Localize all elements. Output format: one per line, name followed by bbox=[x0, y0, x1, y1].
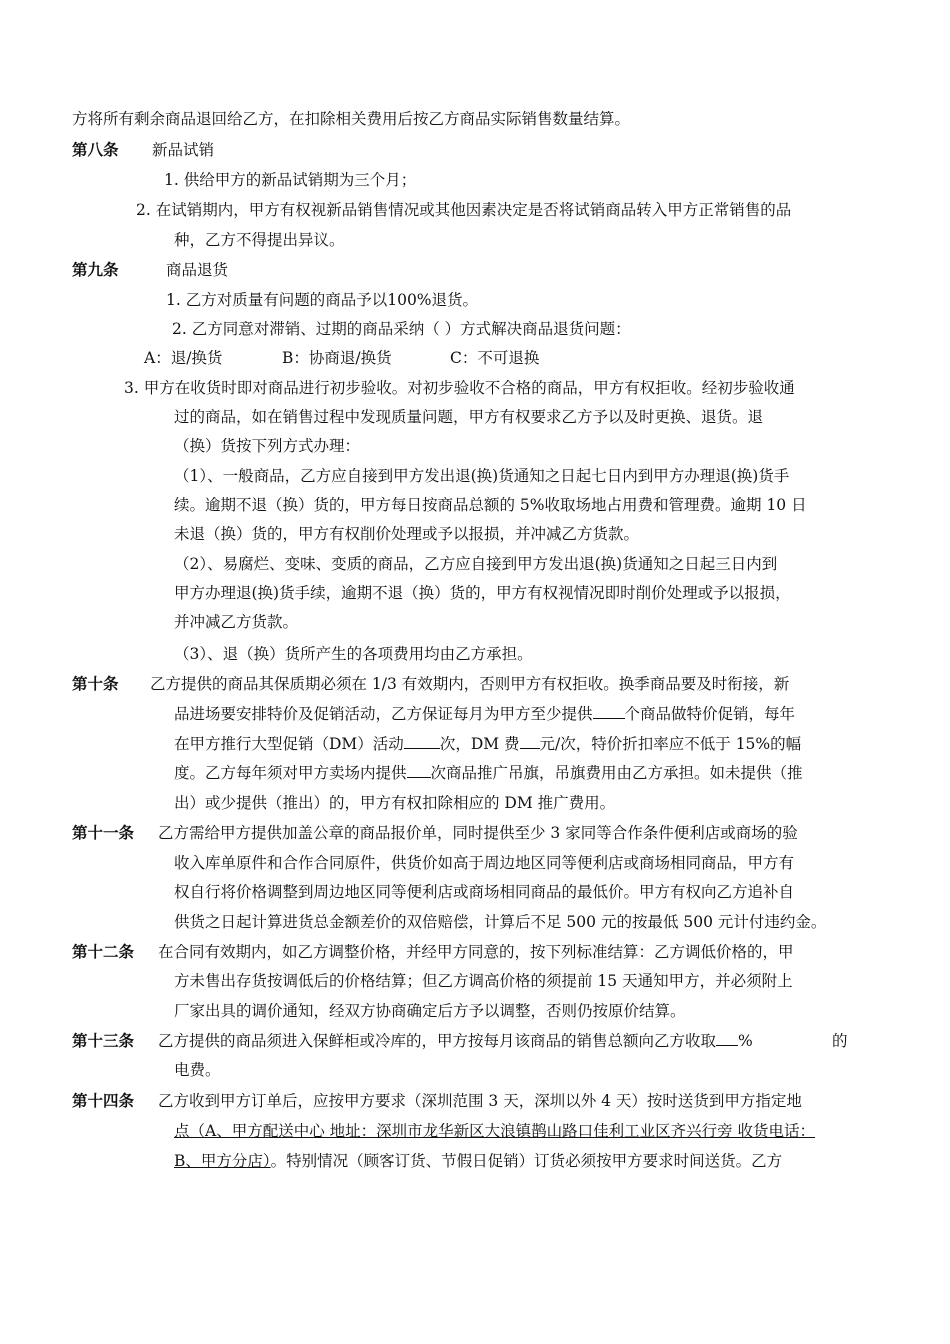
article-10-line-2b: 个商品做特价促销，每年 bbox=[624, 705, 796, 723]
article-12-line-3: 厂家出具的调价通知，经双方协商确定后方予以调整，否则仍按原价结算。 bbox=[174, 1002, 686, 1020]
blank-field bbox=[404, 733, 440, 749]
sub-1-line-2: 续。逾期不退（换）货的，甲方每日按商品总额的 5%收取场地占用费和管理费。逾期 10 日 bbox=[174, 496, 807, 514]
article-14-heading: 第十四条 bbox=[72, 1091, 135, 1110]
sub-1-line-1: （1）、一般商品，乙方应自接到甲方发出退(换)货通知之日起七日内到甲方办理退(换)货手 bbox=[174, 467, 790, 485]
article-8-heading: 第八条 bbox=[72, 140, 119, 159]
delivery-branch-text: B、甲方分店） bbox=[174, 1152, 271, 1170]
article-12-heading: 第十二条 bbox=[72, 942, 135, 961]
sub-3-line: （3）、退（换）货所产生的各项费用均由乙方承担。 bbox=[174, 645, 533, 663]
article-9-item-2: 2. 乙方同意对滞销、过期的商品采纳（ ）方式解决商品退货问题： bbox=[172, 320, 631, 338]
article-13-line-1 bbox=[158, 1030, 753, 1052]
blank-field bbox=[520, 733, 540, 749]
option-b: B：协商退/换货 bbox=[282, 349, 392, 367]
sub-2-line-2: 甲方办理退(换)货手续，逾期不退（换）货的，甲方有权视情况即时削价处理或予以报损， bbox=[174, 584, 791, 602]
article-13-line-2: 电费。 bbox=[174, 1061, 221, 1079]
article-9-item-3-line-2: 过的商品，如在销售过程中发现质量问题，甲方有权要求乙方予以及时更换、退货。退 bbox=[174, 408, 764, 426]
article-13-line-1-end: 的 bbox=[832, 1032, 848, 1050]
article-9-item-1: 1. 乙方对质量有问题的商品予以100%退货。 bbox=[166, 291, 479, 309]
sub-2-line-1: （2）、易腐烂、变味、变质的商品，乙方应自接到甲方发出退(换)货通知之日起三日内到 bbox=[174, 555, 778, 573]
article-9-item-3-line-1: 3. 甲方在收货时即对商品进行初步验收。对初步验收不合格的商品，甲方有权拒收。经初步验收通 bbox=[124, 379, 795, 397]
article-14-line-3b: 。特别情况（顾客订货、节假日促销）订货必须按甲方要求时间送货。乙方 bbox=[270, 1152, 783, 1170]
article-9-item-3-line-3: （换）货按下列方式办理： bbox=[174, 437, 361, 455]
article-11-line-2: 收入库单原件和合作合同原件，供货价如高于周边地区同等便利店或商场相同商品，甲方有 bbox=[174, 854, 795, 872]
article-10-line-3 bbox=[174, 733, 801, 755]
intro-line: 方将所有剩余商品退回给乙方，在扣除相关费用后按乙方商品实际销售数量结算。 bbox=[72, 110, 631, 128]
article-10-line-4 bbox=[174, 762, 803, 784]
article-10-line-2 bbox=[174, 703, 795, 725]
article-10-line-4a: 度。乙方每年须对甲方卖场内提供 bbox=[174, 764, 407, 782]
article-10-line-4b: 次商品推广吊旗，吊旗费用由乙方承担。如未提供（推 bbox=[430, 764, 803, 782]
blank-field bbox=[593, 703, 625, 719]
sub-1-line-3: 未退（换）货的，甲方有权削价处理或予以报损，并冲减乙方货款。 bbox=[174, 525, 640, 543]
article-10-line-5: 出）或少提供（推出）的，甲方有权扣除相应的 DM 推广费用。 bbox=[174, 794, 616, 812]
article-13-heading: 第十三条 bbox=[72, 1031, 135, 1050]
article-11-line-3: 权自行将价格调整到周边地区同等便利店或商场相同商品的最低价。甲方有权向乙方追补自 bbox=[174, 883, 795, 901]
article-8-title: 新品试销 bbox=[152, 141, 215, 159]
article-10-line-3b: 次，DM 费 bbox=[439, 735, 520, 753]
option-c: C：不可退换 bbox=[450, 349, 540, 367]
article-8-item-2-line-2: 种，乙方不得提出异议。 bbox=[174, 231, 345, 249]
blank-field bbox=[407, 762, 431, 778]
article-10-line-3a: 在甲方推行大型促销（DM）活动 bbox=[174, 735, 404, 753]
article-14-line-1: 乙方收到甲方订单后，应按甲方要求（深圳范围 3 天，深圳以外 4 天）按时送货到甲方指定地 bbox=[158, 1092, 802, 1110]
article-13-line-1a: 乙方提供的商品须进入保鲜柜或冷库的，甲方按每月该商品的销售总额向乙方收取 bbox=[158, 1032, 717, 1050]
article-9-heading: 第九条 bbox=[72, 260, 119, 279]
article-12-line-2: 方未售出存货按调低后的价格结算；但乙方调高价格的须提前 15 天通知甲方，并必须附上 bbox=[174, 972, 793, 990]
article-11-line-1: 乙方需给甲方提供加盖公章的商品报价单，同时提供至少 3 家同等合作条件便利店或商场的验 bbox=[158, 824, 798, 842]
article-14-line-2: 点（A、甲方配送中心 地址：深圳市龙华新区大浪镇鹊山路口佳利工业区齐兴行旁 收货电话： bbox=[174, 1122, 816, 1140]
article-12-line-1: 在合同有效期内，如乙方调整价格，并经甲方同意的，按下列标准结算：乙方调低价格的，甲 bbox=[158, 943, 794, 961]
article-11-heading: 第十一条 bbox=[72, 823, 135, 842]
option-a: A：退/换货 bbox=[144, 349, 223, 367]
blank-field bbox=[716, 1030, 738, 1046]
article-9-title: 商品退货 bbox=[166, 261, 229, 279]
sub-2-line-3: 并冲减乙方货款。 bbox=[174, 613, 299, 631]
article-10-line-2a: 品进场要安排特价及促销活动，乙方保证每月为甲方至少提供 bbox=[174, 705, 593, 723]
article-14-line-3 bbox=[174, 1150, 782, 1172]
article-8-item-2-line-1: 2. 在试销期内，甲方有权视新品销售情况或其他因素决定是否将试销商品转入甲方正常销售的品 bbox=[136, 201, 792, 219]
article-10-line-3c: 元/次，特价折扣率应不低于 15%的幅 bbox=[539, 735, 802, 753]
article-11-line-4: 供货之日起计算进货总金额差价的双倍赔偿，计算后不足 500 元的按最低 500 元计付违约金。 bbox=[174, 913, 827, 931]
article-10-line-1: 乙方提供的商品其保质期必须在 1/3 有效期内，否则甲方有权拒收。换季商品要及时衔接，新 bbox=[150, 675, 790, 693]
percent-sign: % bbox=[738, 1032, 753, 1050]
article-8-item-1: 1. 供给甲方的新品试销期为三个月； bbox=[164, 171, 417, 189]
article-10-heading: 第十条 bbox=[72, 674, 119, 693]
